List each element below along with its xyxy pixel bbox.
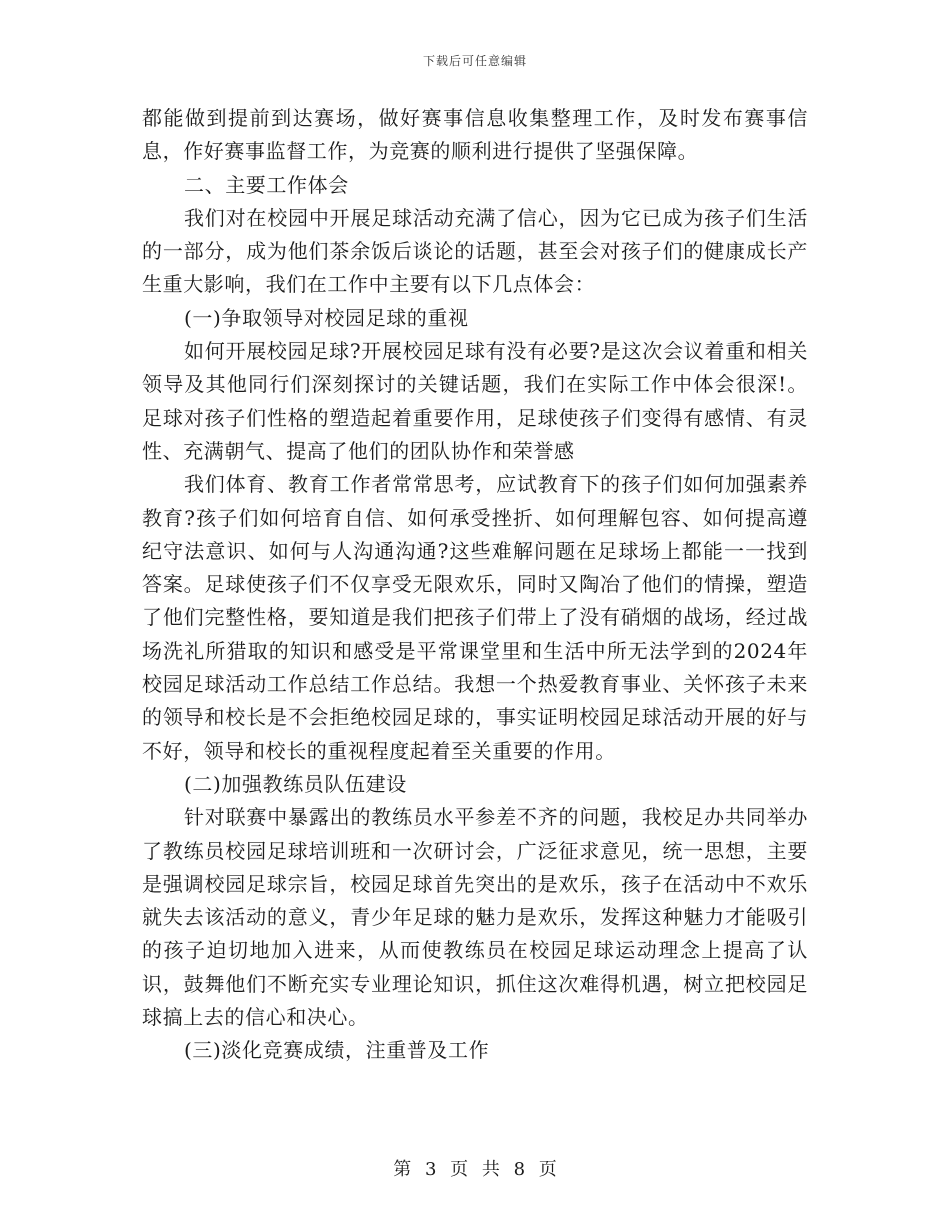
subsection-heading-coach-team: (二)加强教练员队伍建设: [184, 771, 407, 796]
paragraph: 都能做到提前到达赛场，做好赛事信息收集整理工作，及时发布赛事信息，作好赛事监督工作，为竞赛的顺利进行提供了坚强保障。: [142, 106, 808, 164]
subsection-heading-leadership: (一)争取领导对校园足球的重视: [184, 305, 469, 330]
paragraph: 我们体育、教育工作者常常思考，应试教育下的孩子们如何加强素养教育?孩子们如何培育自信、如何承受挫折、如何理解包容、如何提高遵纪守法意识、如何与人沟通沟通?这些难解问题在足球场上都能一一找到答案。足球使孩子们不仅享受无限欢乐，同时又陶冶了他们的情操，塑造了他们完整性格，要知道是我们把孩子们带上了没有硝烟的战场，经过战场洗礼所猎取的知识和感受是平常课堂里和生活中所无法学到的2024年校园足球活动工作总结工作总结。我想一个热爱教育事业、关怀孩子未来的领导和校长是不会拒绝校园足球的，事实证明校园足球活动开展的好与不好，领导和校长的重视程度起着至关重要的作用。: [142, 472, 808, 763]
subsection-heading-popularization: (三)淡化竞赛成绩，注重普及工作: [184, 1038, 490, 1063]
paragraph: 针对联赛中暴露出的教练员水平参差不齐的问题，我校足办共同举办了教练员校园足球培训班和一次研讨会，广泛征求意见，统一思想，主要是强调校园足球宗旨，校园足球首先突出的是欢乐，孩子在活动中不欢乐就失去该活动的意义，青少年足球的魅力是欢乐，发挥这种魅力才能吸引的孩子迫切地加入进来，从而使教练员在校园足球运动理念上提高了认识，鼓舞他们不断充实专业理论知识，抓住这次难得机遇，树立把校园足球搞上去的信心和决心。: [142, 805, 808, 1030]
paragraph: 如何开展校园足球?开展校园足球有没有必要?是这次会议着重和相关领导及其他同行们深刻探讨的关键话题，我们在实际工作中体会很深!。足球对孩子们性格的塑造起着重要作用，足球使孩子们变得有感情、有灵性、充满朝气、提高了他们的团队协作和荣誉感: [142, 339, 808, 463]
section-heading-main-experience: 二、主要工作体会: [184, 172, 349, 197]
paragraph: 我们对在校园中开展足球活动充满了信心，因为它已成为孩子们生活的一部分，成为他们茶余饭后谈论的话题，甚至会对孩子们的健康成长产生重大影响，我们在工作中主要有以下几点体会：: [142, 205, 808, 297]
page-number: 第 3 页 共 8 页: [393, 1159, 557, 1180]
page-header: 下载后可任意编辑: [422, 54, 527, 68]
document-body: [142, 102, 808, 1068]
